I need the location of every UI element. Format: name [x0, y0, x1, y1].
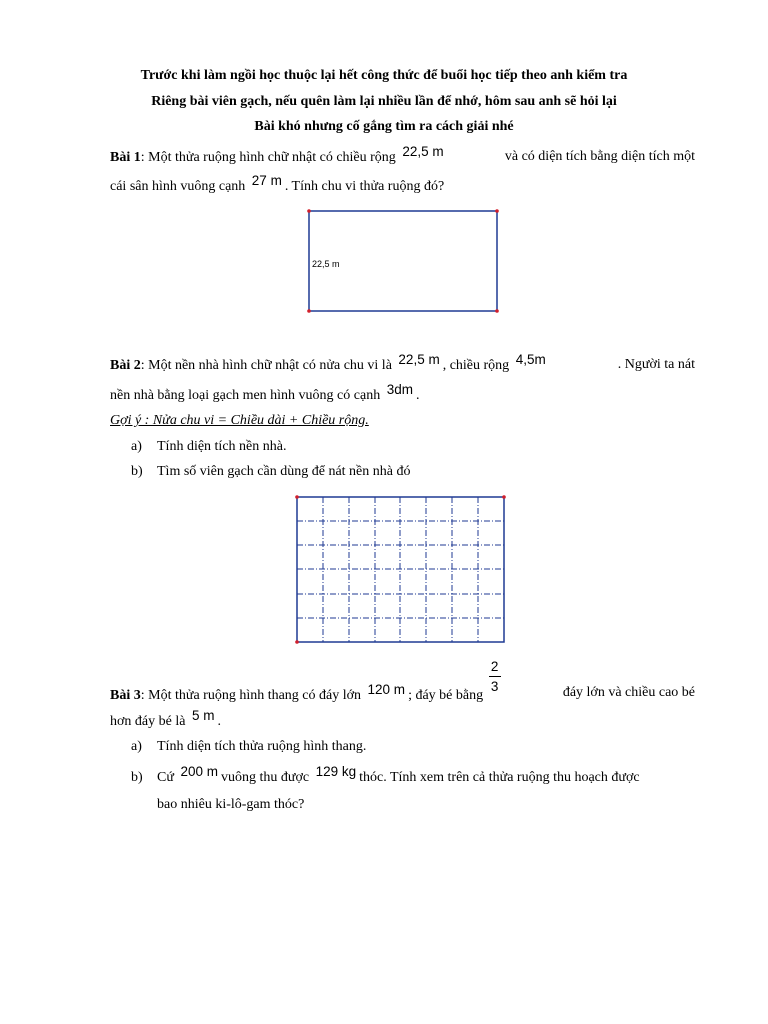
- header-line-2: Riêng bài viên gạch, nếu quên làm lại nhiều lần để nhớ, hôm sau anh sẽ hỏi lại: [151, 94, 617, 109]
- bai3-line-1: [110, 659, 695, 704]
- vertex-dot: [502, 495, 506, 499]
- bai2-line-1: [110, 352, 695, 374]
- fraction-numerator: 2: [490, 659, 499, 674]
- bai3-text-4: hơn đáy bé là: [110, 714, 186, 729]
- bai1-text-2: và có diện tích bằng diện tích một: [504, 149, 695, 164]
- bai2-text-1: : Một nền nhà hình chữ nhật có nửa chu vi là: [140, 358, 392, 373]
- bai2-value-tile-side: 3dm: [386, 382, 413, 397]
- bai3-item-b: [131, 764, 695, 786]
- bai2-item-a: [131, 439, 286, 455]
- bai1-rectangle-figure: [307, 209, 499, 313]
- item-text: Cứ: [157, 770, 174, 785]
- bai1-text-1: : Một thửa ruộng hình chữ nhật có chiều rộng: [140, 150, 396, 165]
- bai3-line-2: [110, 708, 695, 730]
- header-line-3: Bài khó nhưng cố gắng tìm ra cách giải nhé: [254, 119, 514, 134]
- bai2-label: Bài 2: [110, 358, 141, 373]
- vertex-dot: [307, 309, 311, 313]
- item-text: Tính diện tích nền nhà.: [157, 439, 287, 454]
- bai2-text-3: . Người ta nát: [617, 357, 695, 372]
- bai1-text-4: . Tính chu vi thửa ruộng đó?: [284, 179, 445, 194]
- vertex-dot: [295, 495, 299, 499]
- vertex-dot: [295, 640, 299, 644]
- vertex-dot: [495, 309, 499, 313]
- bai2-text-2: , chiều rộng: [442, 358, 510, 373]
- bai3-text-3: đáy lớn và chiều cao bé: [562, 685, 695, 700]
- item-text: vuông thu được: [220, 770, 310, 785]
- bai1-value-width: 22,5 m: [402, 144, 444, 159]
- bai3-text-5: .: [217, 714, 221, 729]
- bai2-item-b: [131, 464, 410, 480]
- bai3-value-height-diff: 5 m: [191, 708, 215, 723]
- bai2-hint: Gợi ý : Nửa chu vi = Chiều dài + Chiều rộng.: [110, 413, 369, 428]
- bai1-label: Bài 1: [110, 150, 141, 165]
- bai2-text-5: .: [415, 388, 420, 403]
- bai3-value-area-unit: 200 m: [180, 764, 218, 779]
- header-line-1: Trước khi làm ngồi học thuộc lại hết công thức để buổi học tiếp theo anh kiểm tra: [140, 68, 628, 83]
- grid-lines: [297, 497, 504, 642]
- bai3-item-b-cont: bao nhiêu ki-lô-gam thóc?: [157, 797, 305, 812]
- bai3-item-a: [131, 739, 366, 755]
- bai2-value-width: 4,5m: [515, 352, 546, 367]
- fraction-denominator: 3: [490, 679, 499, 694]
- item-label: a): [131, 439, 142, 454]
- bai1-value-side: 27 m: [251, 173, 282, 188]
- bai2-text-4: nền nhà bằng loại gạch men hình vuông có cạnh: [110, 388, 381, 403]
- bai2-value-half-perimeter: 22,5 m: [398, 352, 440, 367]
- item-label: b): [131, 464, 143, 479]
- item-text: thóc. Tính xem trên cả thửa ruộng thu hoạch được: [359, 770, 640, 785]
- bai3-text-1: : Một thửa ruộng hình thang có đáy lớn: [140, 688, 362, 703]
- item-text: Tìm số viên gạch cần dùng để nát nền nhà đó: [157, 464, 411, 479]
- rectangle-side-label: 22,5 m: [312, 259, 340, 269]
- bai1-text-3: cái sân hình vuông cạnh: [110, 179, 246, 194]
- bai3-value-base-large: 120 m: [367, 682, 406, 697]
- bai3-label: Bài 3: [110, 688, 141, 703]
- bai3-text-2: ; đáy bé bằng: [408, 688, 484, 703]
- fraction-bar: [489, 676, 501, 677]
- bai3-value-yield: 129 kg: [315, 764, 357, 779]
- item-label: a): [131, 739, 142, 754]
- vertex-dot: [495, 209, 499, 213]
- bai2-tile-grid-figure: [295, 495, 506, 644]
- item-text: Tính diện tích thửa ruộng hình thang.: [157, 739, 367, 754]
- vertex-dot: [307, 209, 311, 213]
- item-label: b): [131, 770, 143, 785]
- bai3-fraction: [487, 659, 503, 699]
- bai2-line-2: [110, 382, 695, 404]
